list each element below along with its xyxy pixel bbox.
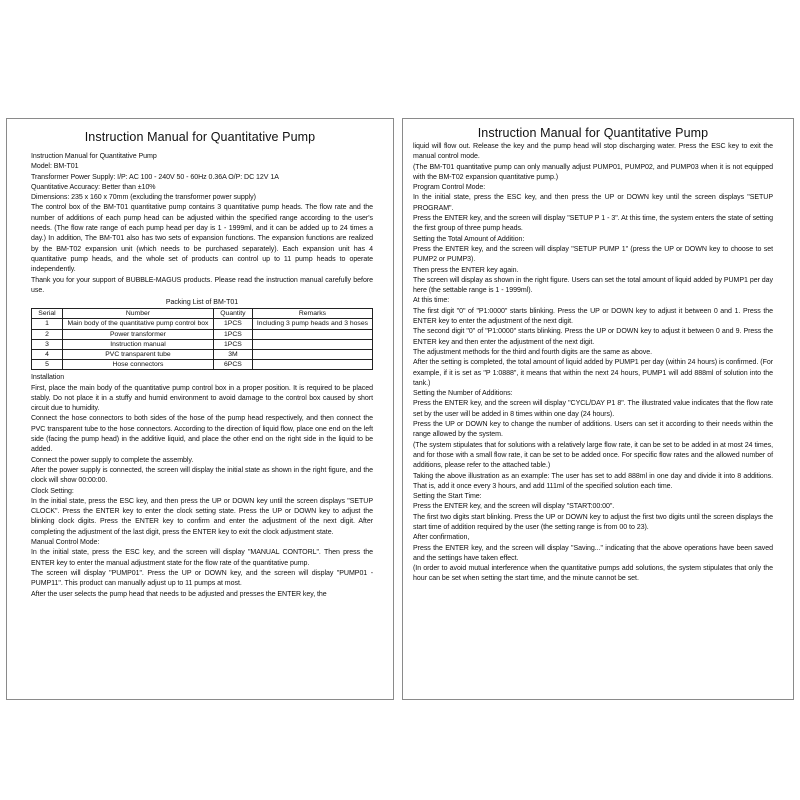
paragraph: Connect the hose connectors to both sides of the hose of the pump head respectively, and then connect the PVC transparent tube to the hose connectors. According to the direction of liquid flow, place one end on the left side (facing the pump head) in the additive liquid, and place the other end on the right side in the liquid to be added. bbox=[31, 415, 373, 454]
paragraph: Setting the Number of Additions: bbox=[413, 390, 513, 398]
cell-serial: 3 bbox=[32, 339, 63, 349]
table-row bbox=[32, 339, 373, 349]
paragraph: Press the UP or DOWN key to change the number of additions. Users can set it according to their needs within the range allowed by the system. bbox=[413, 421, 773, 439]
paragraph: After the setting is completed, the total amount of liquid added by PUMP1 per day (within 24 hours) is confirmed. (For example, if it is set as "P 1:0888", it means that within the next 24 hours, PUMP1 will add 888ml of solution into the tank.) bbox=[413, 359, 773, 387]
left-body-text bbox=[31, 373, 373, 600]
table-row bbox=[32, 360, 373, 370]
paragraph: Press the ENTER key, and the screen will display "Saving..." indicating that the above operations have been saved and the settings have taken effect. bbox=[413, 544, 773, 562]
paragraph: The adjustment methods for the third and fourth digits are the same as above. bbox=[413, 348, 653, 356]
left-manual-page bbox=[6, 118, 394, 700]
cell-remarks: Including 3 pump heads and 3 hoses bbox=[252, 319, 372, 329]
table-header-row bbox=[32, 309, 373, 319]
cell-number: PVC transparent tube bbox=[63, 349, 214, 359]
paragraph: Then press the ENTER key again. bbox=[413, 266, 519, 274]
paragraph: After the user selects the pump head that needs to be adjusted and presses the ENTER key, the bbox=[31, 590, 327, 598]
paragraph: (In order to avoid mutual interference when the quantitative pumps add solutions, the system stipulates that only the hour can be set when setting the start time, and the minute cannot be set. bbox=[413, 565, 773, 583]
paragraph: Manual Control Mode: bbox=[31, 539, 100, 547]
paragraph: Press the ENTER key, and the screen will display "SETUP P 1 - 3". At this time, the system enters the state of setting the first group of three pump heads. bbox=[413, 215, 773, 233]
paragraph: Model: BM-T01 bbox=[31, 163, 79, 171]
cell-serial: 5 bbox=[32, 360, 63, 370]
cell-serial: 1 bbox=[32, 319, 63, 329]
cell-number: Hose connectors bbox=[63, 360, 214, 370]
paragraph: Setting the Total Amount of Addition: bbox=[413, 235, 525, 243]
paragraph: First, place the main body of the quantitative pump control box in a proper position. It is required to be placed stably. Do not place it in a stuffy and humid environment to avoid damage to the control box caused by short circuit due to humidity. bbox=[31, 384, 373, 413]
cell-quantity: 1PCS bbox=[213, 329, 252, 339]
paragraph: After confirmation, bbox=[413, 534, 470, 542]
paragraph: liquid will flow out. Release the key and the pump head will stop discharging water. Press the ESC key to exit the manual control mode. bbox=[413, 143, 773, 161]
paragraph: The control box of the BM-T01 quantitative pump contains 3 quantitative pump heads. The flow rate and the number of additions of each pump head can be adjusted within the specified range according to the user's needs. (The flow rate range of each pump head per day is 1 - 1999ml, and it can be added up to 24 times a day.) In addition, The BM-T01 also has two sets of expansion functions. The expansion functions are realized by the BM-T02 expansion unit (which needs to be purchased separately). Each expansion unit has 4 quantitative pump heads, and the whole set of products can control up to 11 pump heads to operate independently. bbox=[31, 204, 373, 274]
paragraph: Press the ENTER key, and the screen will display "START:00:00". bbox=[413, 503, 615, 511]
column-header-quantity: Quantity bbox=[213, 309, 252, 319]
cell-serial: 4 bbox=[32, 349, 63, 359]
table-row bbox=[32, 349, 373, 359]
paragraph: The first digit "0" of "P1:0000" starts blinking. Press the UP or DOWN key to adjust it between 0 and 1. Press the ENTER key to enter the adjustment of the next digit. bbox=[413, 307, 773, 326]
paragraph: (The BM-T01 quantitative pump can only manually adjust PUMP01, PUMP02, and PUMP03 when it is not equipped with the BM-T02 expansion quantitative pump.) bbox=[413, 163, 773, 181]
column-header-remarks: Remarks bbox=[252, 309, 372, 319]
paragraph: The screen will display "PUMP01". Press the UP or DOWN key, and the screen will display "PUMP01 - PUMP11". This product can manually adjust up to 11 pumps at most. bbox=[31, 569, 373, 588]
paragraph: In the initial state, press the ESC key, and the screen will display "MANUAL CONTORL". Then press the ENTER key to enter the manual adjustment state for the flow rate of the quantitative pump. bbox=[31, 549, 373, 567]
packing-list-body bbox=[32, 319, 373, 370]
paragraph: Quantitative Accuracy: Better than ±10% bbox=[31, 183, 156, 191]
cell-quantity: 1PCS bbox=[213, 319, 252, 329]
paragraph: Program Control Mode: bbox=[413, 184, 486, 192]
cell-remarks bbox=[252, 349, 372, 359]
paragraph: Setting the Start Time: bbox=[413, 493, 482, 501]
paragraph: (The system stipulates that for solutions with a relatively large flow rate, it can be set to be added in at most 24 times, and for those with a small flow rate, it can be set to be added once. For specific flow rates and the allowed number of additions, please refer to the attached table.) bbox=[413, 441, 773, 470]
paragraph: Transformer Power Supply: I/P: AC 100 - 240V 50 - 60Hz 0.36A O/P: DC 12V 1A bbox=[31, 173, 279, 181]
paragraph: In the initial state, press the ESC key, and then press the UP or DOWN key until the screen displays "SETUP PROGRAM". bbox=[413, 194, 773, 212]
paragraph: Instruction Manual for Quantitative Pump bbox=[31, 153, 157, 160]
right-manual-page bbox=[402, 118, 794, 700]
cell-number: Instruction manual bbox=[63, 339, 214, 349]
paragraph: Press the ENTER key, and the screen will display "CYCL/DAY P1 8". The illustrated value indicates that the flow rate set by the user will be added in 8 times within one day (24 hours). bbox=[413, 400, 773, 418]
page-title: Instruction Manual for Quantitative Pump bbox=[84, 130, 316, 144]
table-row bbox=[32, 329, 373, 339]
table-row bbox=[32, 319, 373, 329]
paragraph: The screen will display as shown in the right figure. Users can set the total amount of liquid added by PUMP1 per day here (the settable range is 1 - 1999ml). bbox=[413, 276, 773, 295]
cell-number: Main body of the quantitative pump control box bbox=[63, 319, 214, 329]
paragraph: Taking the above illustration as an example: The user has set to add 888ml in one day and divide it into 8 additions. That is, add it once every 3 hours, and add 111ml of the specified solution each time. bbox=[413, 472, 773, 490]
paragraph: The second digit "0" of "P1:0000" starts blinking. Press the UP or DOWN key to adjust it between 0 and 9. Press the ENTER key and then enter the adjustment of the next digit. bbox=[413, 328, 773, 346]
paragraph: Press the ENTER key, and the screen will display "SETUP PUMP 1" (press the UP or DOWN key to choose to set PUMP2 or PUMP3). bbox=[413, 245, 773, 264]
cell-quantity: 6PCS bbox=[213, 360, 252, 370]
right-body-text bbox=[413, 142, 773, 585]
paragraph: The first two digits start blinking. Press the UP or DOWN key to adjust the first two digits until the screen displays the start time of addition required by the user (the setting range is from 00 to 23). bbox=[413, 513, 773, 531]
cell-serial: 2 bbox=[32, 329, 63, 339]
column-header-serial: Serial bbox=[32, 309, 63, 319]
cell-remarks bbox=[252, 329, 372, 339]
paragraph: Connect the power supply to complete the assembly. bbox=[31, 456, 194, 464]
intro-section bbox=[31, 152, 373, 296]
paragraph: At this time: bbox=[413, 297, 450, 305]
paragraph: Installation bbox=[31, 374, 65, 382]
page-title: Instruction Manual for Quantitative Pump bbox=[477, 126, 709, 140]
paragraph: In the initial state, press the ESC key, and then press the UP or DOWN key until the screen displays "SETUP CLOCK". Press the ENTER key to enter the clock setting state. Press the UP or DOWN key to adjust the blinking clock digits. Press the ENTER key to confirm and enter the adjustment of the next digit. After completing the adjustment of the last digit, press the ENTER key to exit the clock adjustment state. bbox=[31, 497, 373, 536]
packing-list-caption: Packing List of BM-T01 bbox=[165, 299, 239, 307]
paragraph: Dimensions: 235 x 160 x 70mm (excluding the transformer power supply) bbox=[31, 194, 256, 202]
cell-quantity: 1PCS bbox=[213, 339, 252, 349]
cell-number: Power transformer bbox=[63, 329, 214, 339]
paragraph: After the power supply is connected, the screen will display the initial state as shown in the right figure, and the clock will show 00:00:00. bbox=[31, 466, 373, 485]
cell-remarks bbox=[252, 339, 372, 349]
cell-remarks bbox=[252, 360, 372, 370]
cell-quantity: 3M bbox=[213, 349, 252, 359]
column-header-number: Number bbox=[63, 309, 214, 319]
paragraph: Clock Setting: bbox=[31, 487, 74, 495]
paragraph: Thank you for your support of BUBBLE-MAGUS products. Please read the instruction manual carefully before use. bbox=[31, 276, 373, 294]
packing-list-table bbox=[31, 308, 373, 370]
